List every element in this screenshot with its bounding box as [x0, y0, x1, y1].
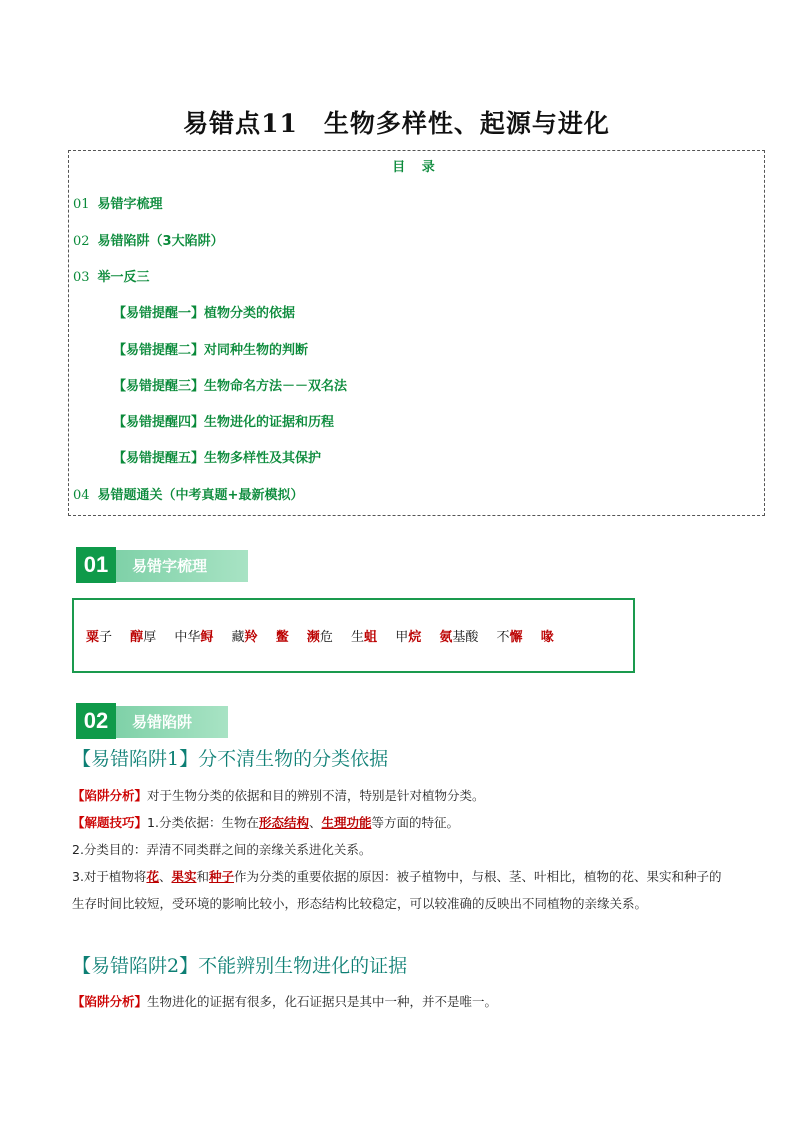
trap-1-analysis: 【陷阱分析】对于生物分类的依据和目的辨别不清，特别是针对植物分类。 — [72, 788, 485, 803]
table-of-contents — [68, 150, 765, 516]
toc-subitem[interactable]: 【易错提醒二】对同种生物的判断 — [113, 343, 309, 358]
words-box — [72, 598, 635, 673]
words-list — [86, 626, 568, 645]
section-label: 易错字梳理 — [116, 550, 248, 582]
section-number: 01 — [76, 547, 116, 583]
toc-item[interactable]: 04 易错题通关（中考真题+最新模拟） — [73, 488, 304, 503]
section-badge-02 — [76, 703, 228, 739]
trap-1-title: 【易错陷阱1】分不清生物的分类依据 — [72, 748, 389, 770]
section-badge-01 — [76, 547, 248, 583]
toc-subitem[interactable]: 【易错提醒三】生物命名方法－－双名法 — [113, 379, 348, 394]
word-item: 不懈 — [496, 630, 523, 645]
toc-subitem[interactable]: 【易错提醒四】生物进化的证据和历程 — [113, 415, 335, 430]
word-item: 粟子 — [86, 630, 113, 645]
toc-item[interactable]: 02 易错陷阱（3大陷阱） — [73, 234, 224, 249]
section-number: 02 — [76, 703, 116, 739]
word-item: 喙 — [540, 630, 554, 645]
word-item: 藏羚 — [231, 630, 258, 645]
toc-subitem[interactable]: 【易错提醒五】生物多样性及其保护 — [113, 451, 322, 466]
word-item: 氨基酸 — [439, 630, 479, 645]
toc-subitem[interactable]: 【易错提醒一】植物分类的依据 — [113, 306, 296, 321]
toc-heading: 目 录 — [392, 160, 441, 175]
trap-1-tip: 【解题技巧】1.分类依据：生物在形态结构、生理功能等方面的特征。 — [72, 815, 460, 830]
word-item: 中华鲟 — [174, 630, 214, 645]
word-item: 鳖 — [275, 630, 289, 645]
trap-1-point-2: 2.分类目的：弄清不同类群之间的亲缘关系进化关系。 — [72, 842, 372, 857]
word-item: 生蛆 — [351, 630, 378, 645]
toc-item[interactable]: 01 易错字梳理 — [73, 197, 163, 212]
word-item: 醇厚 — [130, 630, 157, 645]
page-title: 易错点11 生物多样性、起源与进化 — [183, 109, 610, 138]
section-label: 易错陷阱 — [116, 706, 228, 738]
trap-2-title: 【易错陷阱2】不能辨别生物进化的证据 — [72, 955, 408, 977]
word-item: 濒危 — [306, 630, 333, 645]
toc-item[interactable]: 03 举一反三 — [73, 270, 150, 285]
trap-2-analysis: 【陷阱分析】生物进化的证据有很多，化石证据只是其中一种，并不是唯一。 — [72, 994, 498, 1009]
trap-1-point-3: 3.对于植物将花、果实和种子作为分类的重要依据的原因：被子植物中，与根、茎、叶相比，植物的花、果实和种子的生存时间比较短，受环境的影响比较小，形态结构比较稳定，可以较准确的反映出不同植物的亲缘关系。 — [72, 869, 722, 911]
word-item: 甲烷 — [395, 630, 422, 645]
